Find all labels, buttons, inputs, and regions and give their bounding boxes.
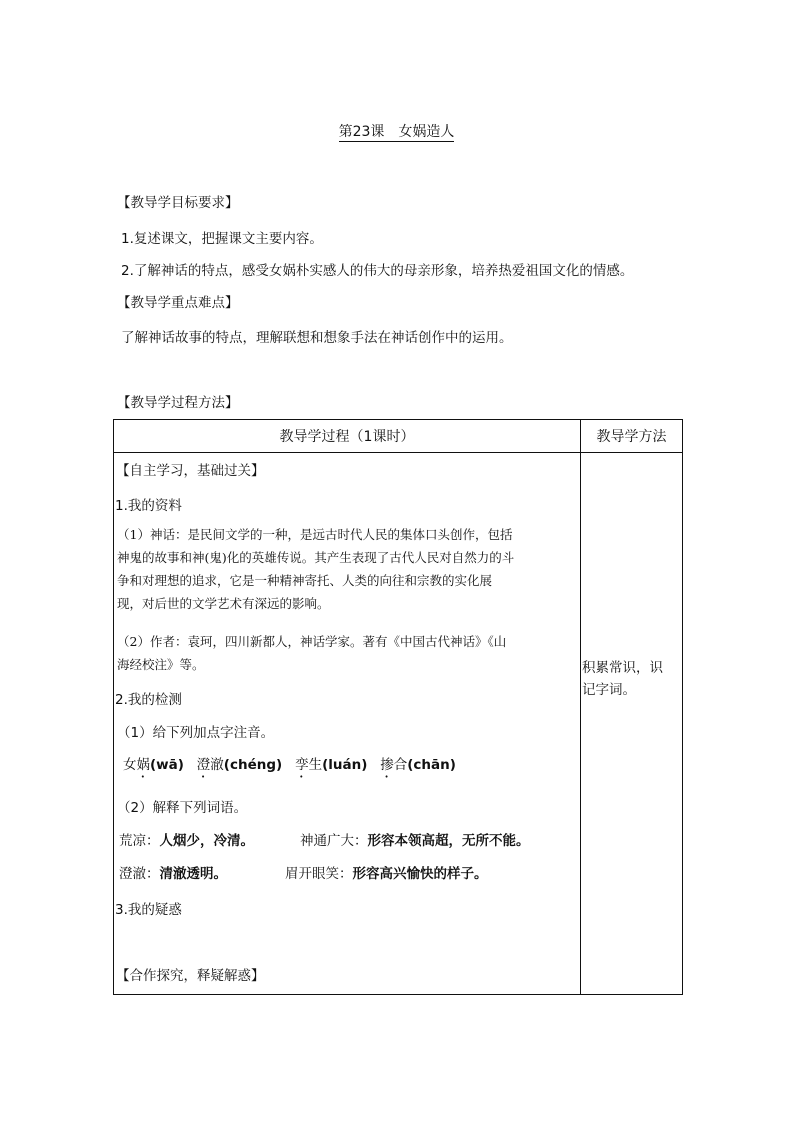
- key-points-header: 【教导学重点难点】: [117, 295, 239, 311]
- myth-paragraph: [117, 523, 580, 615]
- word-item: 神通广大：形容本领高超，无所不能。: [300, 833, 530, 849]
- table-body-row: [114, 453, 683, 995]
- lesson-table: [113, 419, 683, 995]
- cooperate-heading: 【合作探究，释疑解惑】: [116, 968, 265, 984]
- pinyin-item: 孪生(luán): [295, 757, 368, 773]
- method-line-1: 积累常识，识: [582, 660, 663, 676]
- myth-line-4: 现，对后世的文学艺术有深远的影响。: [117, 596, 330, 611]
- explain-task: （2）解释下列词语。: [117, 800, 248, 816]
- author-paragraph: [117, 630, 580, 676]
- word-item: 荒凉：人烟少，冷清。: [119, 833, 254, 849]
- method-cell: [581, 453, 683, 995]
- goal-2: 2.了解神话的特点，感受女娲朴实感人的伟大的母亲形象，培养热爱祖国文化的情感。: [121, 263, 634, 279]
- method-line-2: 记字词。: [582, 682, 636, 698]
- author-line-1: （2）作者：袁珂，四川新都人，神话学家。著有《中国古代神话》《山: [117, 634, 507, 649]
- page-title: [0, 121, 793, 141]
- my-doubts-heading: 3.我的疑惑: [115, 902, 182, 918]
- my-test-heading: 2.我的检测: [115, 692, 182, 708]
- myth-line-2: 神鬼的故事和神(鬼)化的英雄传说。其产生表现了古代人民对自然力的斗: [117, 550, 515, 565]
- pinyin-item: 女娲(wā): [123, 757, 184, 773]
- self-study-heading: 【自主学习，基础过关】: [116, 463, 265, 479]
- pinyin-list: [123, 753, 456, 781]
- key-points-text: 了解神话故事的特点，理解联想和想象手法在神话创作中的运用。: [121, 330, 513, 346]
- word-item: 澄澈：清澈透明。: [119, 866, 227, 882]
- method-text: [582, 657, 663, 701]
- process-cell: [114, 453, 581, 995]
- page-title-text: 第23课 女娲造人: [338, 124, 455, 140]
- word-item: 眉开眼笑：形容高兴愉快的样子。: [285, 866, 488, 882]
- author-line-2: 海经校注》等。: [117, 657, 205, 672]
- my-materials-heading: 1.我的资料: [115, 498, 182, 514]
- goal-1: 1.复述课文，把握课文主要内容。: [121, 231, 323, 247]
- pinyin-item: 掺合(chān): [380, 757, 456, 773]
- pinyin-task: （1）给下列加点字注音。: [117, 725, 275, 741]
- process-column-header: 教导学过程（1课时）: [114, 420, 581, 453]
- process-header: 【教导学过程方法】: [117, 395, 239, 411]
- method-column-header: 教导学方法: [581, 420, 683, 453]
- myth-line-1: （1）神话：是民间文学的一种，是远古时代人民的集体口头创作，包括: [117, 527, 513, 542]
- pinyin-item: 澄澈(chéng): [196, 757, 283, 773]
- goals-header: 【教导学目标要求】: [117, 195, 239, 211]
- myth-line-3: 争和对理想的追求，它是一种精神寄托、人类的向往和宗教的实化展: [117, 573, 493, 588]
- table-header-row: [114, 420, 683, 453]
